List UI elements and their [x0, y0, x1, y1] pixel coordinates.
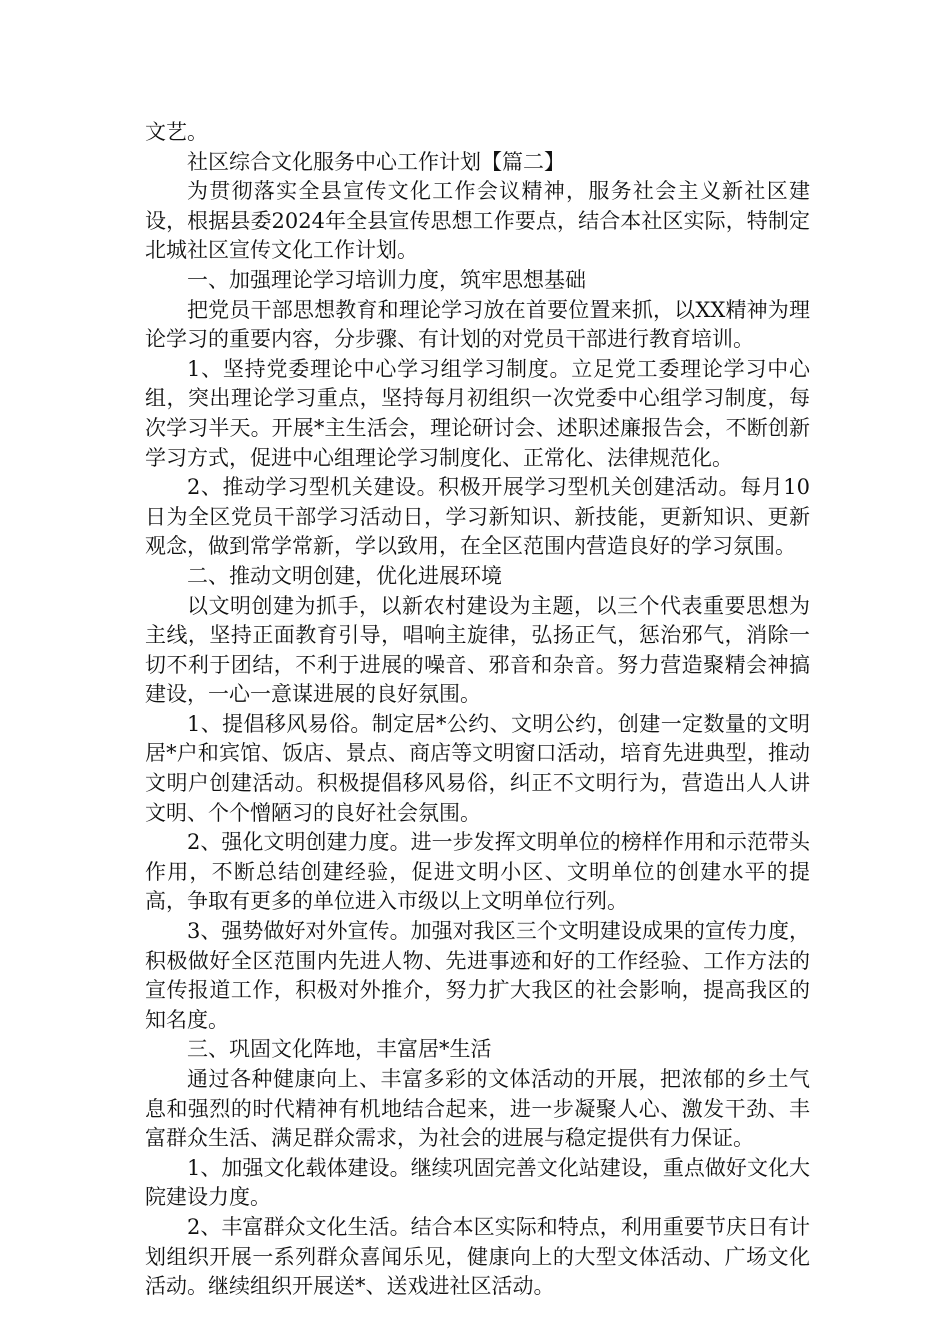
item-paragraph: 1、提倡移风易俗。制定居*公约、文明公约，创建一定数量的文明居*户和宾馆、饭店、景点、商店等文明窗口活动，培育先进典型，推动文明户创建活动。积极提倡移风易俗，纠正不文明行为，营造出人人讲文明、个个憎陋习的良好社会氛围。	[145, 711, 810, 825]
document-page	[145, 118, 810, 1302]
item-paragraph: 2、强化文明创建力度。进一步发挥文明单位的榜样作用和示范带头作用，不断总结创建经验，促进文明小区、文明单位的创建水平的提高，争取有更多的单位进入市级以上文明单位行列。	[145, 830, 810, 914]
heading-2: 二、推动文明创建，优化进展环境	[187, 563, 502, 588]
item-paragraph: 3、强势做好对外宣传。加强对我区三个文明建设成果的宣传力度，积极做好全区范围内先进人物、先进事迹和好的工作经验、工作方法的宣传报道工作，积极对外推介，努力扩大我区的社会影响，提高我区的知名度。	[145, 919, 810, 1032]
item-paragraph: 2、丰富群众文化生活。结合本区实际和特点，利用重要节庆日有计划组织开展一系列群众喜闻乐见，健康向上的大型文体活动、广场文化活动。继续组织开展送*、送戏进社区活动。	[145, 1214, 810, 1299]
paragraph-continuation: 文艺。	[145, 120, 208, 144]
item-paragraph: 1、加强文化载体建设。继续巩固完善文化站建设，重点做好文化大院建设力度。	[145, 1155, 810, 1210]
body-paragraph: 以文明创建为抓手，以新农村建设为主题，以三个代表重要思想为主线，坚持正面教育引导，唱响主旋律，弘扬正气，惩治邪气，消除一切不利于团结，不利于进展的噪音、邪音和杂音。努力营造聚精会神搞建设，一心一意谋进展的良好氛围。	[145, 593, 810, 707]
intro-paragraph: 为贯彻落实全县宣传文化工作会议精神，服务社会主义新社区建设，根据县委2024年全县宣传思想工作要点，结合本社区实际，特制定北城社区宣传文化工作计划。	[145, 179, 810, 263]
body-paragraph: 通过各种健康向上、丰富多彩的文体活动的开展，把浓郁的乡土气息和强烈的时代精神有机地结合起来，进一步凝聚人心、激发干劲、丰富群众生活、满足群众需求，为社会的进展与稳定提供有力保证。	[145, 1067, 810, 1151]
body-paragraph: 把党员干部思想教育和理论学习放在首要位置来抓，以XX精神为理论学习的重要内容，分步骤、有计划的对党员干部进行教育培训。	[145, 297, 810, 352]
heading-3: 三、巩固文化阵地，丰富居*生活	[187, 1037, 492, 1062]
section-title: 社区综合文化服务中心工作计划【篇二】	[187, 149, 565, 174]
item-paragraph: 2、推动学习型机关建设。积极开展学习型机关创建活动。每月10日为全区党员干部学习活动日，学习新知识、新技能，更新知识、更新观念，做到常学常新，学以致用，在全区范围内营造良好的学习氛围。	[145, 475, 810, 559]
heading-1: 一、加强理论学习培训力度，筑牢思想基础	[187, 267, 586, 292]
item-paragraph: 1、坚持党委理论中心学习组学习制度。立足党工委理论学习中心组，突出理论学习重点，坚持每月初组织一次党委中心组学习制度，每次学习半天。开展*主生活会，理论研讨会、述职述廉报告会，不断创新学习方式，促进中心组理论学习制度化、正常化、法律规范化。	[145, 356, 810, 470]
